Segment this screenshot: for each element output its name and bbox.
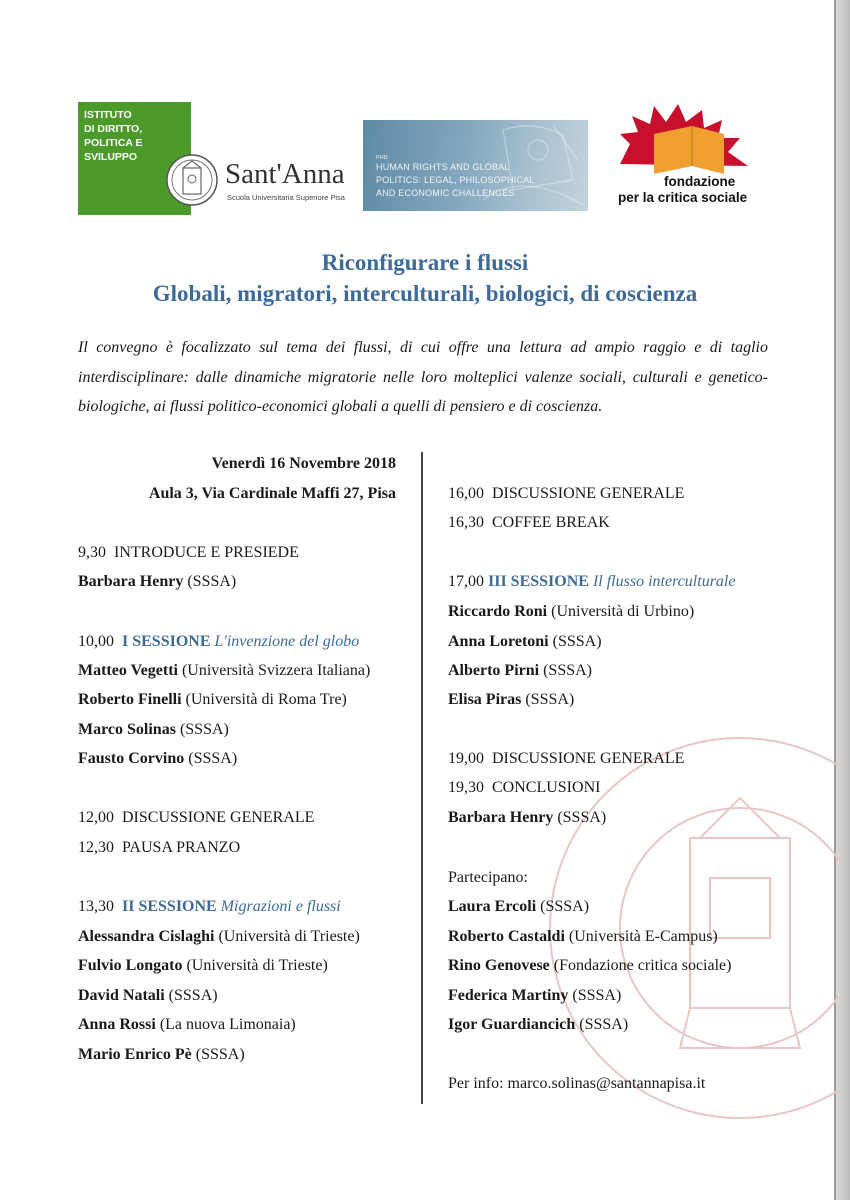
speaker-affiliation: (SSSA) [187, 573, 237, 590]
speaker-affiliation: (Università di Trieste) [186, 957, 328, 974]
participant-affiliation: (SSSA) [572, 987, 622, 1004]
speaker-name: Marco Solinas [78, 721, 176, 738]
session-time: 17,00 [448, 573, 484, 590]
phd-title-line: HUMAN RIGHTS AND GLOBAL [376, 162, 510, 172]
speaker-name: Roberto Finelli [78, 691, 182, 708]
session-time: 13,30 [78, 898, 114, 915]
fondazione-flame-book-icon [616, 104, 750, 176]
agenda-item [448, 778, 600, 798]
phd-label: PHD [376, 155, 388, 161]
agenda-item [78, 838, 240, 858]
speaker-row [78, 986, 218, 1006]
fondazione-name-line: fondazione [664, 174, 736, 189]
agenda-time: 9,30 [78, 544, 106, 561]
institute-logo-line: POLITICA E [84, 137, 143, 149]
participant-name: Laura Ercoli [448, 898, 537, 915]
speaker-name: Alessandra Cislaghi [78, 928, 215, 945]
speaker-name: Mario Enrico Pè [78, 1046, 192, 1063]
event-location: Aula 3, Via Cardinale Maffi 27, Pisa [148, 485, 396, 502]
speaker-affiliation: (Università di Trieste) [218, 928, 360, 945]
speaker-name: Fulvio Longato [78, 957, 183, 974]
fondazione-name-line: per la critica sociale [618, 190, 748, 205]
session-time: 10,00 [78, 633, 114, 650]
speaker-name: Fausto Corvino [78, 750, 185, 767]
speaker-name: Matteo Vegetti [78, 662, 178, 679]
column-divider [421, 452, 423, 1104]
session-heading [448, 572, 735, 592]
speaker-affiliation: (SSSA) [525, 691, 575, 708]
speaker-row [78, 1045, 245, 1065]
speaker-row [448, 632, 602, 652]
speaker-name: David Natali [78, 987, 165, 1004]
logo-bar [0, 100, 850, 220]
agenda-time: 12,00 [78, 809, 114, 826]
santanna-seal-icon [166, 152, 218, 208]
agenda-item [448, 513, 610, 533]
phd-title-line: POLITICS: LEGAL, PHILOSOPHICAL [376, 175, 535, 185]
event-date: Venerdì 16 Novembre 2018 [211, 455, 396, 472]
speaker-row [78, 720, 229, 740]
session-label: I SESSIONE [122, 633, 211, 650]
agenda-item [448, 749, 684, 769]
speaker-name: Anna Rossi [78, 1016, 156, 1033]
agenda-label: COFFEE BREAK [492, 514, 610, 531]
speaker-row [448, 661, 592, 681]
session-label: III SESSIONE [488, 573, 589, 590]
santanna-name: Sant'Anna [225, 158, 345, 190]
session-heading [78, 632, 359, 652]
participant-row [448, 897, 589, 917]
speaker-name: Riccardo Roni [448, 603, 548, 620]
speaker-affiliation: (SSSA) [168, 987, 218, 1004]
agenda-label: DISCUSSIONE GENERALE [122, 809, 315, 826]
speaker-affiliation: (SSSA) [195, 1046, 245, 1063]
speaker-row [448, 602, 694, 622]
session-topic: L'invenzione del globo [214, 633, 360, 650]
agenda-label: DISCUSSIONE GENERALE [492, 750, 685, 767]
agenda-item [448, 484, 684, 504]
speaker-name: Anna Loretoni [448, 633, 549, 650]
santanna-subtitle: Scuola Universitaria Superiore Pisa [227, 193, 345, 202]
participant-affiliation: (Università E-Campus) [568, 928, 718, 945]
agenda-item [78, 543, 299, 563]
participants-label: Partecipano: [448, 869, 528, 886]
participant-name: Igor Guardiancich [448, 1016, 576, 1033]
session-heading [78, 897, 341, 917]
agenda-label: DISCUSSIONE GENERALE [492, 485, 685, 502]
speaker-row [78, 956, 328, 976]
participant-name: Roberto Castaldi [448, 928, 565, 945]
speaker-name: Barbara Henry [78, 573, 184, 590]
participant-name: Federica Martiny [448, 987, 569, 1004]
speaker-affiliation: (La nuova Limonaia) [159, 1016, 296, 1033]
participant-row [448, 956, 731, 976]
participant-row [448, 986, 621, 1006]
intro-paragraph: Il convegno è focalizzato sul tema dei flussi, di cui offre una lettura ad ampio raggio e di taglio interdisciplinare: dalle dinamiche migratorie nelle loro molteplici valenze sociali, culturali e genetico-biologiche, ai flussi politico-economici globali a quelli di pensiero e di coscienza. [78, 339, 768, 415]
participant-affiliation: (SSSA) [579, 1016, 629, 1033]
agenda-time: 16,30 [448, 514, 484, 531]
agenda-time: 19,30 [448, 779, 484, 796]
speaker-name: Alberto Pirni [448, 662, 540, 679]
session-label: II SESSIONE [122, 898, 217, 915]
speaker-affiliation: (SSSA) [179, 721, 229, 738]
speaker-row [78, 661, 370, 681]
participant-row [448, 1015, 628, 1035]
agenda-time: 16,00 [448, 485, 484, 502]
participant-name: Rino Genovese [448, 957, 550, 974]
speaker-affiliation: (SSSA) [552, 633, 602, 650]
session-topic: Il flusso interculturale [592, 573, 736, 590]
speaker-affiliation: (SSSA) [543, 662, 592, 679]
institute-logo-line: ISTITUTO [84, 109, 132, 121]
participant-affiliation: (Fondazione critica sociale) [553, 957, 732, 974]
agenda-label: INTRODUCE E PRESIEDE [114, 544, 299, 561]
contact-info: Per info: marco.solinas@santannapisa.it [448, 1075, 706, 1092]
speaker-name: Barbara Henry [448, 809, 554, 826]
speaker-row [448, 808, 606, 828]
institute-logo-line: DI DIRITTO, [84, 123, 143, 135]
agenda-time: 12,30 [78, 839, 114, 856]
participant-affiliation: (SSSA) [540, 898, 590, 915]
speaker-affiliation: (SSSA) [188, 750, 238, 767]
speaker-affiliation: (SSSA) [557, 809, 607, 826]
speaker-name: Elisa Piras [448, 691, 522, 708]
participant-row [448, 927, 718, 947]
speaker-row [78, 749, 237, 769]
speaker-row [78, 690, 347, 710]
speaker-row [78, 1015, 296, 1035]
agenda-label: CONCLUSIONI [492, 779, 601, 796]
phd-title-line: AND ECONOMIC CHALLENGES [376, 188, 515, 198]
agenda-time: 19,00 [448, 750, 484, 767]
institute-logo-line: SVILUPPO [84, 151, 138, 163]
page-subtitle: Globali, migratori, interculturali, biologici, di coscienza [152, 281, 698, 306]
speaker-row [78, 572, 236, 592]
speaker-row [78, 927, 360, 947]
speaker-affiliation: (Università di Urbino) [551, 603, 695, 620]
speaker-affiliation: (Università Svizzera Italiana) [181, 662, 371, 679]
speaker-affiliation: (Università di Roma Tre) [185, 691, 347, 708]
speaker-row [448, 690, 574, 710]
page-title: Riconfigurare i flussi [321, 250, 529, 275]
session-topic: Migrazioni e flussi [220, 898, 341, 915]
agenda-item [78, 808, 314, 828]
agenda-label: PAUSA PRANZO [122, 839, 241, 856]
phd-program-logo [363, 120, 588, 211]
